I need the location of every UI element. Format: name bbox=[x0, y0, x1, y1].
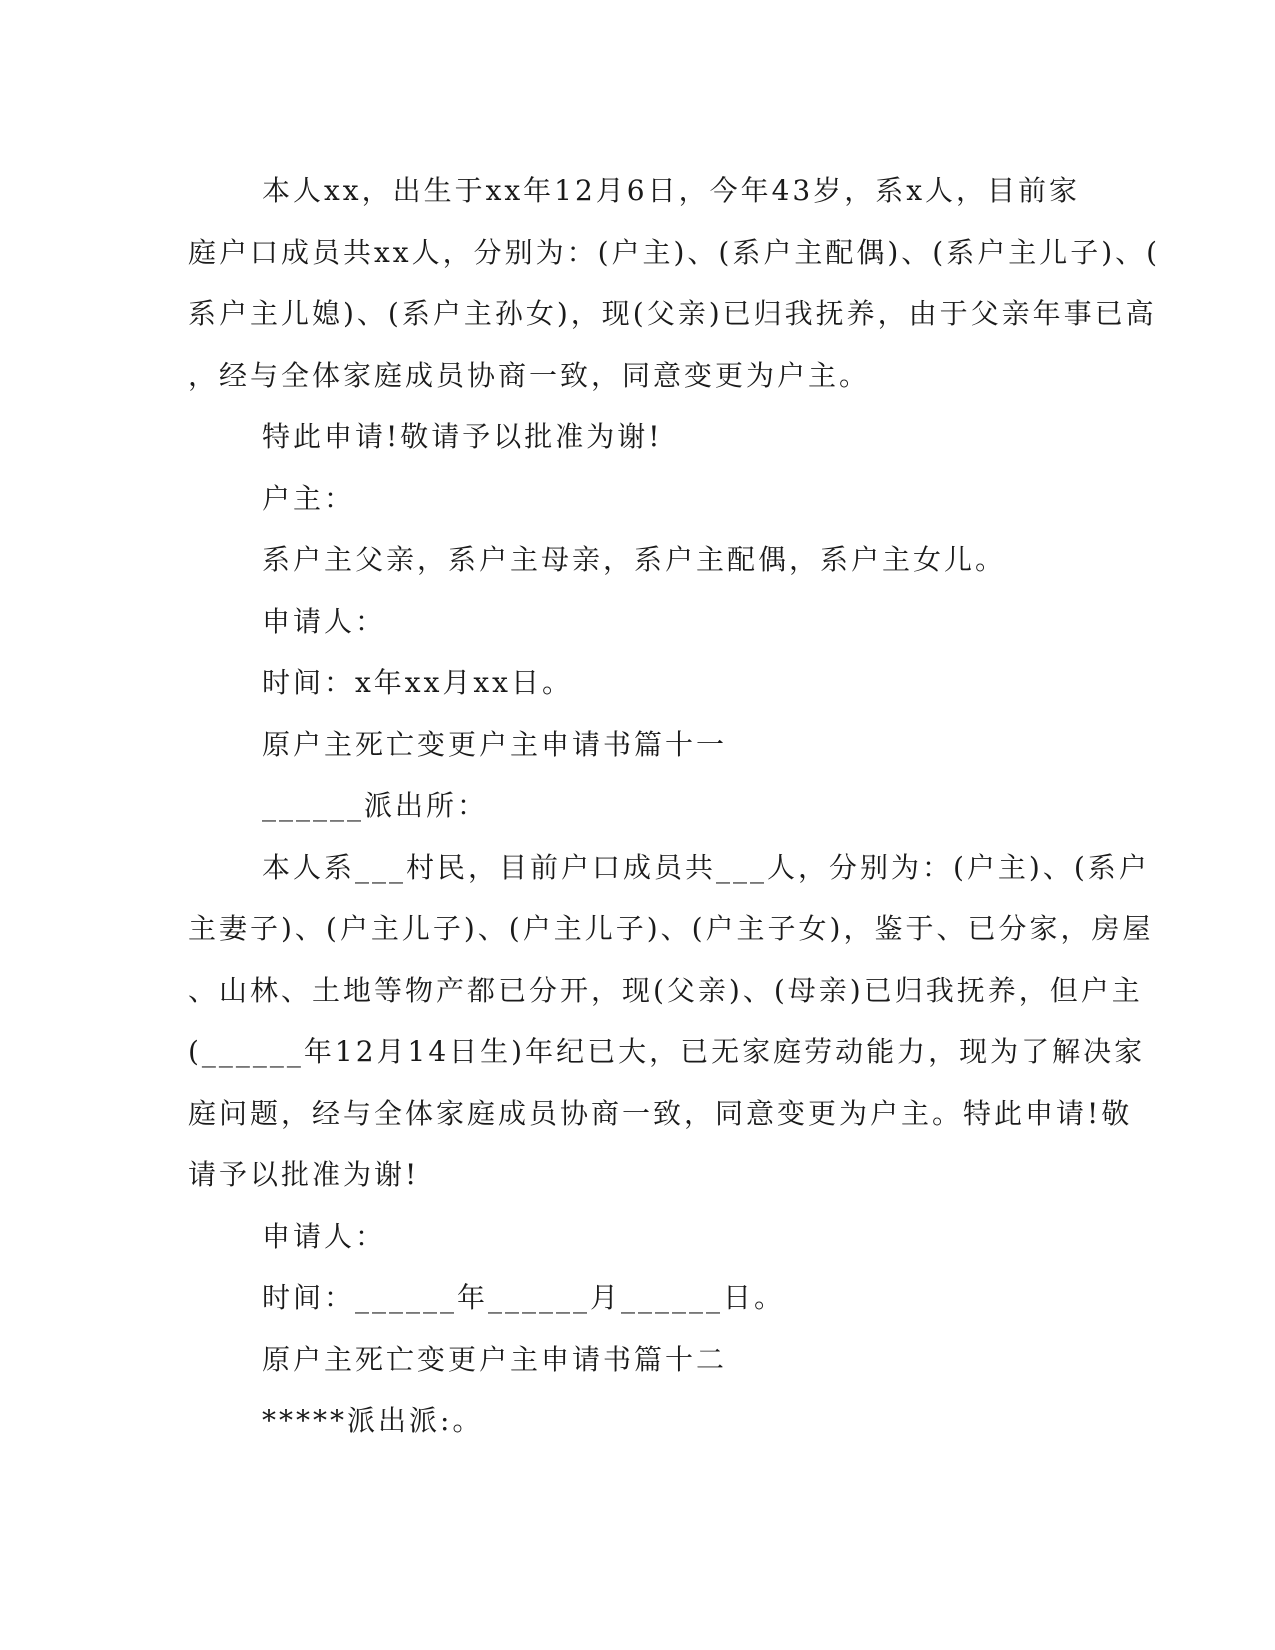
text-line: (______年12月14日生)年纪已大，已无家庭劳动能力，现为了解决家 bbox=[188, 1035, 1146, 1068]
text-line: 户主： bbox=[262, 481, 356, 515]
text-line: 主妻子)、(户主儿子)、(户主儿子)、(户主子女)，鉴于、已分家，房屋 bbox=[188, 912, 1154, 945]
text-line: 时间：______年______月______日。 bbox=[262, 1281, 786, 1314]
paragraph-police-station-2 bbox=[188, 1390, 1078, 1452]
text-line: 申请人： bbox=[262, 1219, 387, 1253]
text-line: 时间：x年xx月xx日。 bbox=[262, 666, 573, 699]
paragraph-householder-label bbox=[188, 468, 1078, 530]
text-line: ，经与全体家庭成员协商一致，同意变更为户主。 bbox=[188, 358, 871, 392]
text-line: 特此申请!敬请予以批准为谢! bbox=[262, 420, 663, 453]
text-line: *****派出派:。 bbox=[262, 1404, 484, 1437]
text-line: 原户主死亡变更户主申请书篇十一 bbox=[262, 727, 728, 761]
text-line: 原户主死亡变更户主申请书篇十二 bbox=[262, 1342, 728, 1376]
paragraph-applicant-label bbox=[188, 591, 1078, 653]
paragraph-date-blank bbox=[188, 1267, 1078, 1329]
paragraph-applicant-label-2 bbox=[188, 1206, 1078, 1268]
text-line: 申请人： bbox=[262, 604, 387, 638]
text-line: 请予以批准为谢! bbox=[188, 1158, 420, 1191]
paragraph-date bbox=[188, 652, 1078, 714]
paragraph-villager-statement bbox=[188, 837, 1154, 1206]
section-heading-twelve bbox=[188, 1329, 1078, 1391]
text-line: 系户主儿媳)、(系户主孙女)，现(父亲)已归我抚养，由于父亲年事已高 bbox=[188, 297, 1157, 330]
paragraph-family-members bbox=[188, 529, 1078, 591]
paragraph-police-station bbox=[188, 775, 1078, 837]
text-line: 庭户口成员共xx人，分别为：(户主)、(系户主配偶)、(系户主儿子)、( bbox=[188, 235, 1161, 269]
text-line: 、山林、土地等物产都已分开，现(父亲)、(母亲)已归我抚养，但户主 bbox=[188, 973, 1143, 1007]
paragraph-applicant-statement bbox=[188, 160, 1161, 406]
paragraph-request bbox=[188, 406, 1078, 468]
section-heading-eleven bbox=[188, 714, 1078, 776]
text-line: 本人系___村民，目前户口成员共___人，分别为：(户主)、(系户 bbox=[262, 850, 1150, 884]
text-line: ______派出所： bbox=[262, 789, 489, 822]
text-line: 本人xx，出生于xx年12月6日，今年43岁，系x人，目前家 bbox=[262, 174, 1081, 207]
document-body bbox=[188, 160, 1161, 1452]
text-line: 系户主父亲，系户主母亲，系户主配偶，系户主女儿。 bbox=[262, 543, 1007, 576]
text-line: 庭问题，经与全体家庭成员协商一致，同意变更为户主。特此申请!敬 bbox=[188, 1096, 1133, 1130]
